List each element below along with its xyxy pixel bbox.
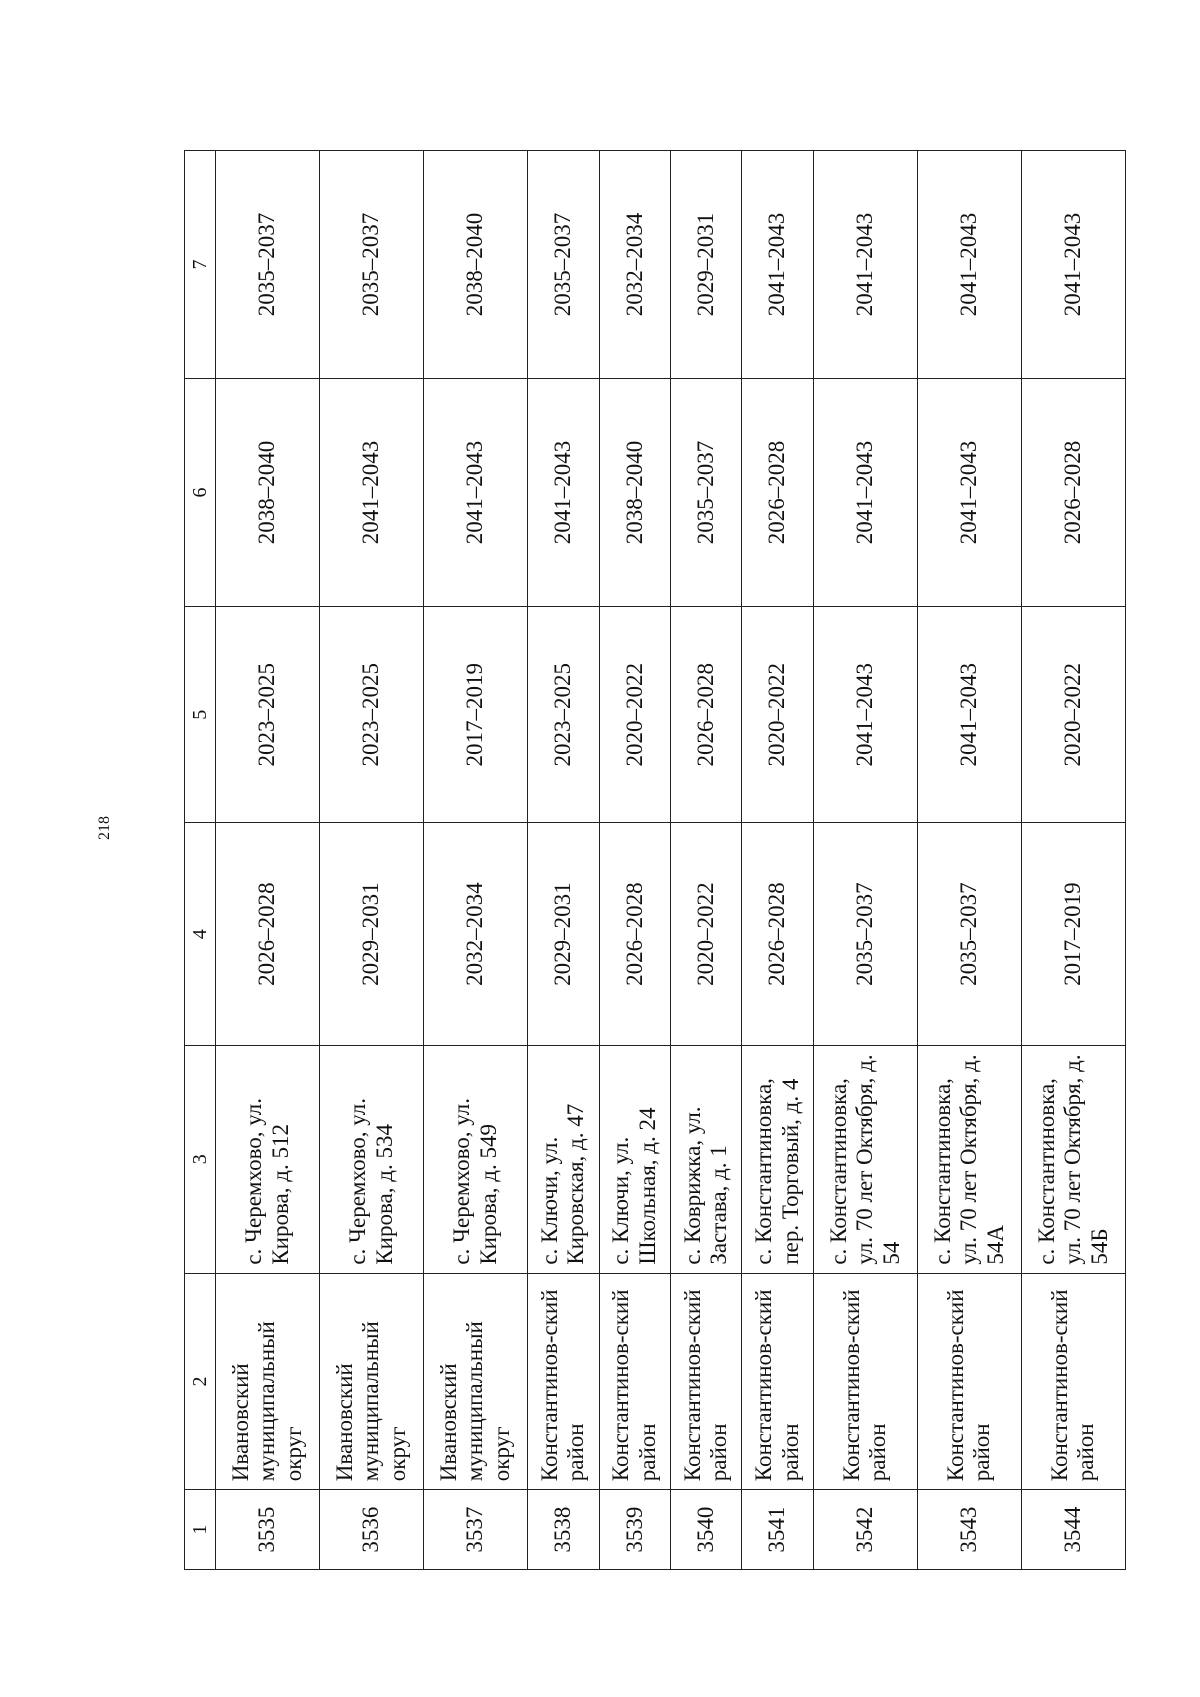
period-cell-4: 2029–2031 [528,823,599,1045]
period-cell-4: 2017–2019 [1021,823,1125,1045]
period-cell-7: 2035–2037 [320,151,424,379]
period-cell-6: 2026–2028 [742,379,813,607]
district-cell: Константинов-ский район [599,1273,670,1490]
period-cell-5: 2023–2025 [320,606,424,823]
row-number: 3541 [742,1490,813,1570]
district-cell: Ивановский муниципальный округ [216,1273,320,1490]
period-cell-7: 2032–2034 [599,151,670,379]
district-cell: Константинов-ский район [813,1273,917,1490]
period-cell-5: 2041–2043 [813,606,917,823]
period-cell-7: 2035–2037 [216,151,320,379]
period-cell-5: 2020–2022 [742,606,813,823]
housing-table-container [184,150,1126,1570]
row-number: 3535 [216,1490,320,1570]
address-cell: с. Черемхово, ул. Кирова, д. 534 [320,1045,424,1273]
table-row [670,151,741,1570]
address-cell: с. Коврижка, ул. Застава, д. 1 [670,1045,741,1273]
address-cell: с. Константиновка, ул. 70 лет Октября, д. 54Б [1021,1045,1125,1273]
row-number: 3538 [528,1490,599,1570]
district-cell: Константинов-ский район [528,1273,599,1490]
period-cell-5: 2041–2043 [917,606,1021,823]
period-cell-4: 2026–2028 [742,823,813,1045]
table-row [424,151,528,1570]
period-cell-6: 2041–2043 [528,379,599,607]
row-number: 3544 [1021,1490,1125,1570]
address-cell: с. Ключи, ул. Кировская, д. 47 [528,1045,599,1273]
table-row [813,151,917,1570]
table-row [742,151,813,1570]
period-cell-5: 2023–2025 [216,606,320,823]
district-cell: Константинов-ский район [670,1273,741,1490]
table-header-row [185,151,216,1570]
column-header: 5 [185,606,216,823]
row-number: 3537 [424,1490,528,1570]
period-cell-4: 2035–2037 [813,823,917,1045]
row-number: 3540 [670,1490,741,1570]
address-cell: с. Черемхово, ул. Кирова, д. 549 [424,1045,528,1273]
table-row [1021,151,1125,1570]
table-row [599,151,670,1570]
period-cell-6: 2035–2037 [670,379,741,607]
district-cell: Константинов-ский район [1021,1273,1125,1490]
column-header: 3 [185,1045,216,1273]
period-cell-6: 2041–2043 [424,379,528,607]
period-cell-5: 2020–2022 [599,606,670,823]
period-cell-7: 2038–2040 [424,151,528,379]
row-number: 3542 [813,1490,917,1570]
housing-table [184,150,1126,1570]
period-cell-4: 2029–2031 [320,823,424,1045]
period-cell-6: 2038–2040 [216,379,320,607]
period-cell-7: 2041–2043 [813,151,917,379]
column-header: 2 [185,1273,216,1490]
period-cell-4: 2026–2028 [216,823,320,1045]
period-cell-6: 2041–2043 [813,379,917,607]
row-number: 3536 [320,1490,424,1570]
period-cell-7: 2041–2043 [742,151,813,379]
address-cell: с. Константиновка, пер. Торговый, д. 4 [742,1045,813,1273]
period-cell-7: 2035–2037 [528,151,599,379]
column-header: 6 [185,379,216,607]
period-cell-5: 2023–2025 [528,606,599,823]
period-cell-4: 2026–2028 [599,823,670,1045]
row-number: 3539 [599,1490,670,1570]
period-cell-4: 2035–2037 [917,823,1021,1045]
address-cell: с. Ключи, ул. Школьная, д. 24 [599,1045,670,1273]
page-number: 218 [96,816,113,840]
period-cell-4: 2020–2022 [670,823,741,1045]
period-cell-6: 2041–2043 [917,379,1021,607]
period-cell-5: 2017–2019 [424,606,528,823]
table-row [528,151,599,1570]
column-header: 7 [185,151,216,379]
district-cell: Константинов-ский район [917,1273,1021,1490]
column-header: 4 [185,823,216,1045]
address-cell: с. Константиновка, ул. 70 лет Октября, д. 54 [813,1045,917,1273]
address-cell: с. Черемхово, ул. Кирова, д. 512 [216,1045,320,1273]
period-cell-6: 2041–2043 [320,379,424,607]
period-cell-6: 2038–2040 [599,379,670,607]
table-row [216,151,320,1570]
period-cell-5: 2026–2028 [670,606,741,823]
period-cell-4: 2032–2034 [424,823,528,1045]
column-header: 1 [185,1490,216,1570]
district-cell: Ивановский муниципальный округ [424,1273,528,1490]
district-cell: Ивановский муниципальный округ [320,1273,424,1490]
period-cell-7: 2029–2031 [670,151,741,379]
address-cell: с. Константиновка, ул. 70 лет Октября, д. 54А [917,1045,1021,1273]
period-cell-7: 2041–2043 [1021,151,1125,379]
period-cell-7: 2041–2043 [917,151,1021,379]
period-cell-5: 2020–2022 [1021,606,1125,823]
district-cell: Константинов-ский район [742,1273,813,1490]
row-number: 3543 [917,1490,1021,1570]
table-row [320,151,424,1570]
period-cell-6: 2026–2028 [1021,379,1125,607]
table-row [917,151,1021,1570]
